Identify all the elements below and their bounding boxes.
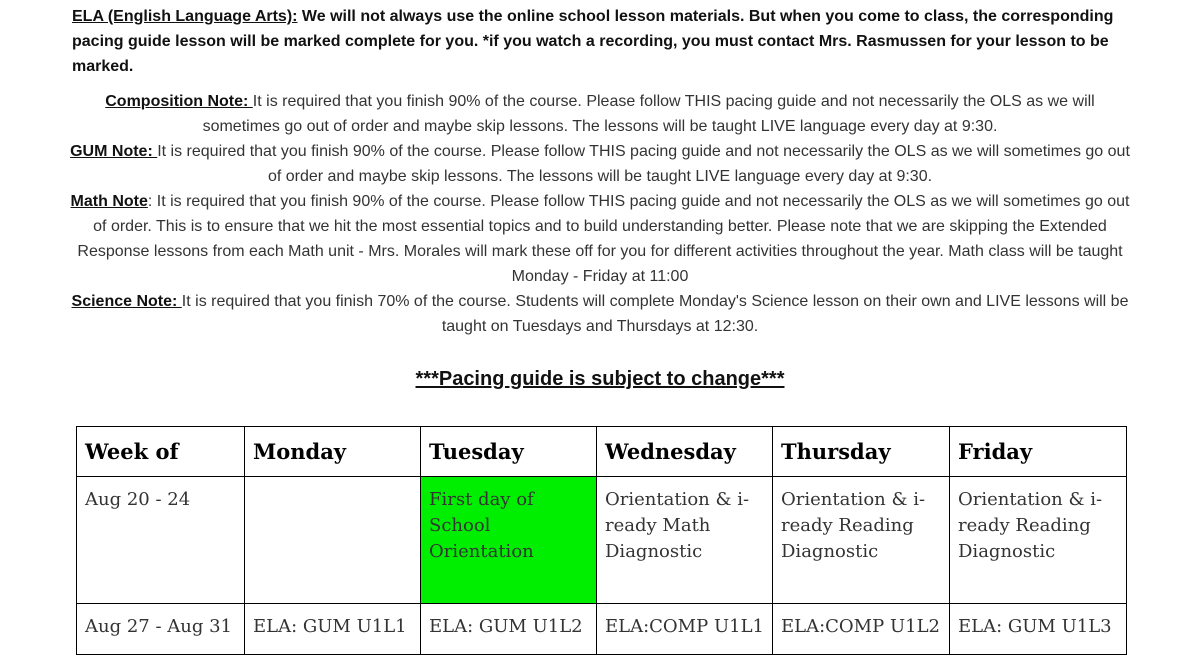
header-monday: Monday bbox=[245, 427, 421, 477]
header-wednesday: Wednesday bbox=[597, 427, 773, 477]
cell-tuesday-highlighted: First day of School Orientation bbox=[421, 477, 597, 604]
science-note-text: It is required that you finish 70% of the course. Students will complete Monday's Science lesson on their own and LIVE lessons will be taught on Tuesdays and Thursdays at 12:30. bbox=[181, 293, 1129, 335]
table-header-row bbox=[77, 427, 1127, 477]
gum-note-text: It is required that you finish 90% of the course. Please follow THIS pacing guide and not necessarily the OLS as we will sometimes go out of order and maybe skip lessons. The lessons will be taught LIVE language every day at 9:30. bbox=[157, 143, 1130, 185]
table-row bbox=[77, 604, 1127, 655]
cell-wednesday: Orientation & i-ready Math Diagnostic bbox=[597, 477, 773, 604]
header-friday: Friday bbox=[950, 427, 1127, 477]
cell-friday: ELA: GUM U1L3 bbox=[950, 604, 1127, 655]
composition-note-label: Composition Note: bbox=[105, 93, 253, 110]
ela-paragraph bbox=[72, 4, 1132, 79]
ela-label: ELA (English Language Arts): bbox=[72, 8, 298, 25]
cell-wednesday: ELA:COMP U1L1 bbox=[597, 604, 773, 655]
math-note-text: : It is required that you finish 90% of the course. Please follow THIS pacing guide and not necessarily the OLS as we will sometimes go out of order. This is to ensure that we hit the most essential topics and to build understanding better. Please note that we are skipping the Extended Response lessons from each Math unit - Mrs. Morales will mark these off for you for different activities throughout the year. Math class will be taught Monday - Friday at 11:00 bbox=[77, 193, 1130, 285]
ela-text: We will not always use the online school lesson materials. But when you come to class, the corresponding pacing guide lesson will be marked complete for you. *if you watch a recording, you must contact Mrs. Rasmussen for your lesson to be marked. bbox=[72, 8, 1114, 75]
cell-week: Aug 27 - Aug 31 bbox=[77, 604, 245, 655]
table-row bbox=[77, 477, 1127, 604]
pacing-guide-table bbox=[76, 426, 1127, 655]
science-note bbox=[70, 289, 1130, 339]
header-tuesday: Tuesday bbox=[421, 427, 597, 477]
composition-note bbox=[70, 89, 1130, 139]
math-note-label: Math Note bbox=[70, 193, 148, 210]
composition-note-text: It is required that you finish 90% of the course. Please follow THIS pacing guide and not necessarily the OLS as we will sometimes go out of order and maybe skip lessons. The lessons will be taught LIVE language every day at 9:30. bbox=[202, 93, 1095, 135]
cell-thursday: ELA:COMP U1L2 bbox=[773, 604, 950, 655]
cell-tuesday: ELA: GUM U1L2 bbox=[421, 604, 597, 655]
gum-note-label: GUM Note: bbox=[70, 143, 158, 160]
science-note-label: Science Note: bbox=[71, 293, 182, 310]
cell-monday: ELA: GUM U1L1 bbox=[245, 604, 421, 655]
pacing-guide-title: ***Pacing guide is subject to change*** bbox=[415, 368, 785, 390]
cell-week: Aug 20 - 24 bbox=[77, 477, 245, 604]
math-note bbox=[70, 189, 1130, 289]
gum-note bbox=[70, 139, 1130, 189]
header-week-of: Week of bbox=[77, 427, 245, 477]
cell-thursday: Orientation & i-ready Reading Diagnostic bbox=[773, 477, 950, 604]
header-thursday: Thursday bbox=[773, 427, 950, 477]
cell-monday bbox=[245, 477, 421, 604]
cell-friday: Orientation & i-ready Reading Diagnostic bbox=[950, 477, 1127, 604]
